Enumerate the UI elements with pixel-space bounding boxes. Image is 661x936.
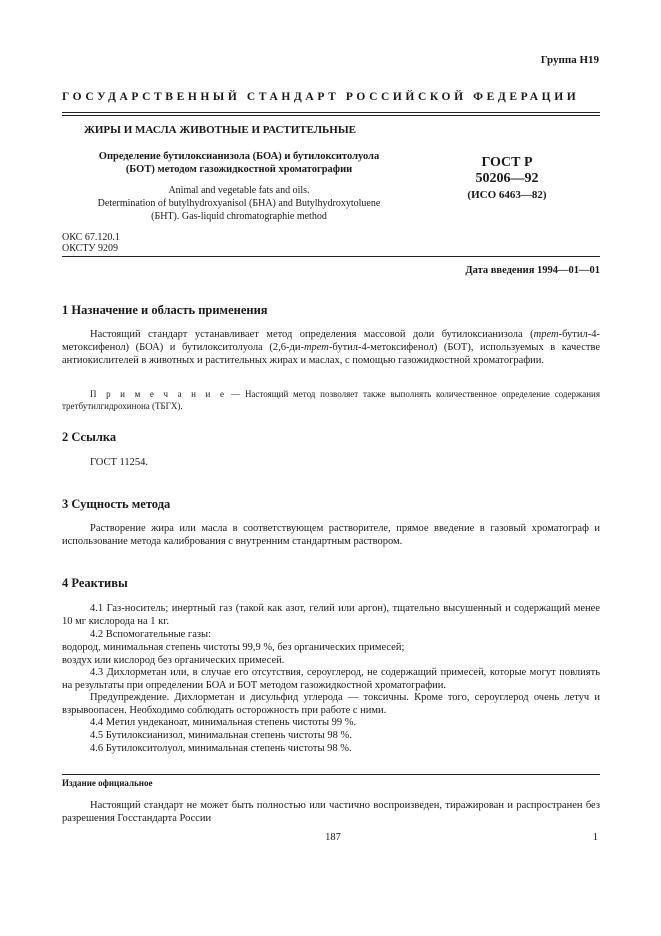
item-4-4: 4.4 Метил ундеканоат, минимальная степень чистоты 99 %. — [90, 717, 357, 728]
section-2-heading: 2 Ссылка — [62, 430, 117, 444]
item-4-1: 4.1 Газ-носитель; инертный газ (такой как азот, гелий или аргон), тщательно высушенный и содержащий менее 10 мг кислорода на 1 кг. — [62, 603, 600, 627]
subtitle-ru-line: Определение бутилоксианизола (БОА) и бутилокситолуола — [98, 151, 380, 162]
item-4-2-hydrogen: водород, минимальная степень чистоты 99,9 %, без органических примесей; — [62, 642, 405, 653]
document-title: ЖИРЫ И МАСЛА ЖИВОТНЫЕ И РАСТИТЕЛЬНЫЕ — [84, 124, 356, 136]
header-rule-thin — [62, 115, 600, 116]
section-3-heading: 3 Сущность метода — [62, 497, 171, 511]
item-4-2-air: воздух или кислород без органических примесей. — [62, 655, 285, 666]
warning-text: Предупреждение. Дихлорметан и дисульфид углерода — токсичны. Кроме того, сероуглерод очень летуч и взрывоопасен. Необходимо соблюдать осторожность при работе с ними. — [62, 692, 600, 716]
header-rule-thick — [62, 112, 600, 113]
classification-codes — [62, 232, 120, 254]
item-4-2: 4.2 Вспомогательные газы: — [90, 629, 211, 640]
section-1-paragraph: Настоящий стандарт устанавливает метод определения массовой доли бутилоксианизола (трет-бутил-4-метоксифенол) (БОА) и бутилокситолуола (2,6-ди-трет-бутил-4-метоксифенол) (БОТ), используемых в качестве антиокислителей в животных и растительных жирах и маслах, с помощью газожидкостной хроматографии. — [62, 329, 600, 366]
copyright-notice: Настоящий стандарт не может быть полностью или частично воспроизведен, тиражирован и распространен без разрешения Госстандарта России — [62, 800, 600, 824]
group-code: Группа Н19 — [540, 54, 599, 66]
subtitle-en-line: Determination of butylhydroxyanisol (БНА) and Butylhydroxytoluene — [97, 198, 381, 209]
note-text: — Настоящий метод позволяет также выполнять количественное определение содержания третбутилгидрохинона (ТБГХ). — [62, 389, 600, 411]
gost-block — [432, 155, 582, 203]
footer-rule — [62, 774, 600, 775]
okstu-code: ОКСТУ 9209 — [62, 243, 119, 254]
divider-rule — [62, 256, 600, 257]
item-4-6: 4.6 Бутилокситолуол, минимальная степень чистоты 98 %. — [90, 743, 352, 754]
gost-label: ГОСТ Р — [481, 155, 533, 170]
iso-reference: (ИСО 6463—82) — [467, 189, 547, 201]
item-4-5: 4.5 Бутилоксианизол, минимальная степень чистоты 98 %. — [90, 730, 352, 741]
gost-number: 50206—92 — [475, 171, 539, 186]
section-3-text: Растворение жира или масла в соответствующем растворителе, прямое введение в газовый хроматограф и использование метода калибрования с внутренним стандартным раствором. — [62, 523, 600, 547]
subtitle-ru-line: (БОТ) методом газожидкостной хроматографии — [125, 164, 353, 175]
section-4-heading: 4 Реактивы — [62, 576, 128, 590]
introduction-date: Дата введения 1994—01—01 — [465, 265, 600, 276]
official-edition-label: Издание официальное — [62, 778, 153, 788]
subtitle-en-line: Animal and vegetable fats and oils. — [168, 185, 310, 196]
subtitle-russian — [62, 150, 416, 176]
item-4-3: 4.3 Дихлорметан или, в случае его отсутствия, сероуглерод, не содержащий примесей, которые могут повлиять на результаты при определении БОА и БОТ методом газожидкостной хроматографии. — [62, 667, 600, 691]
section-1-note — [62, 389, 600, 412]
section-1-heading: 1 Назначение и область применения — [62, 303, 268, 317]
section-2-text: ГОСТ 11254. — [90, 457, 149, 468]
subtitle-english — [62, 184, 416, 223]
page-number-center: 187 — [325, 832, 341, 843]
page-number-right: 1 — [592, 832, 598, 843]
subtitle-en-line: (БНТ). Gas-liquid chromatographie method — [151, 211, 327, 222]
state-standard-title: ГОСУДАРСТВЕННЫЙ СТАНДАРТ РОССИЙСКОЙ ФЕДЕРАЦИИ — [62, 91, 580, 103]
oks-code: ОКС 67.120.1 — [62, 232, 120, 243]
note-label: П р и м е ч а н и е — [90, 389, 227, 399]
